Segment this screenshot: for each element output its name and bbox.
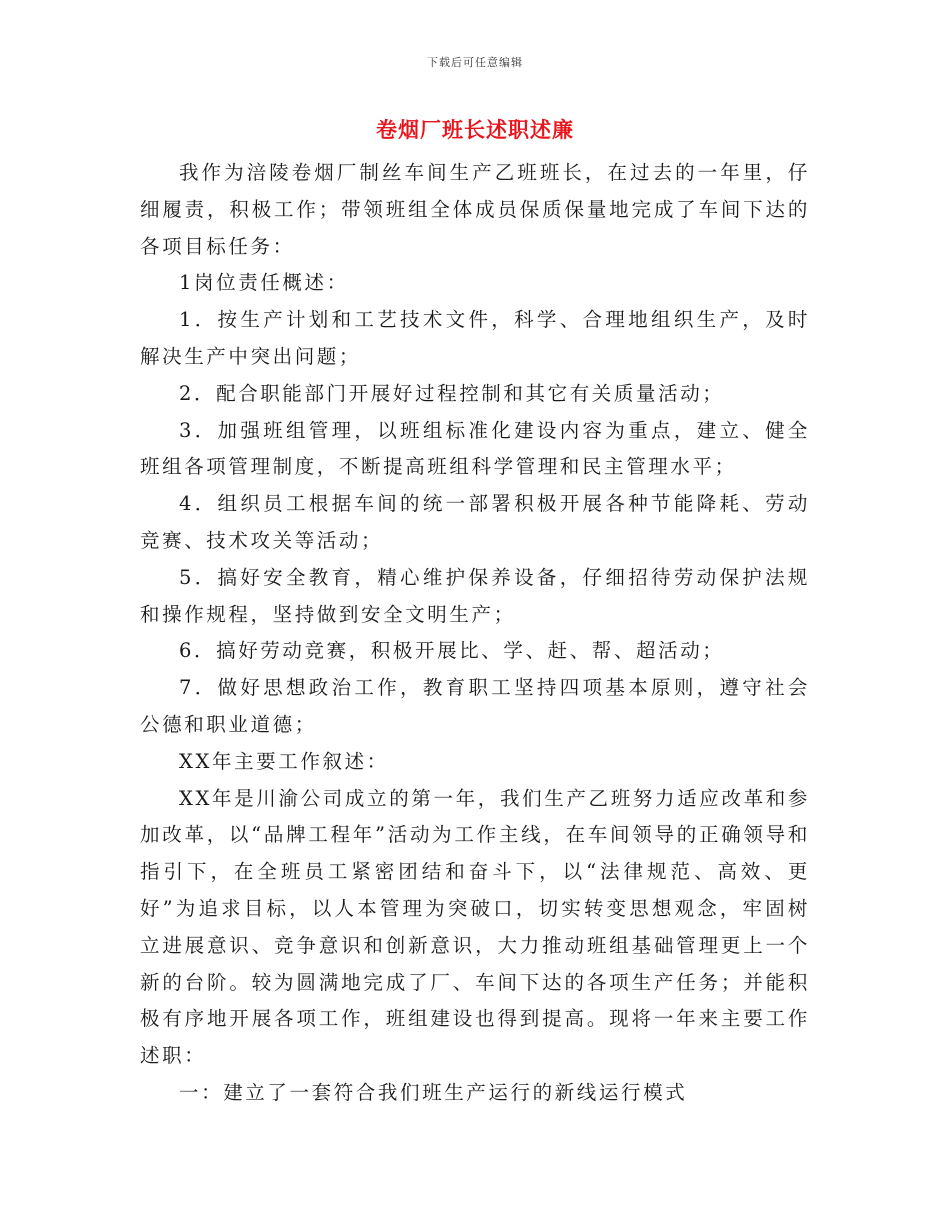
paragraph-intro: 我作为涪陵卷烟厂制丝车间生产乙班班长，在过去的一年里，仔细履责，积极工作；带领班组全体成员保质保量地完成了车间下达的各项目标任务： [140, 161, 810, 258]
paragraph-work-summary: XX年是川渝公司成立的第一年，我们生产乙班努力适应改革和参加改革，以“品牌工程年”活动为工作主线，在车间领导的正确领导和指引下，在全班员工紧密团结和奋斗下，以“法律规范、高效、更好”为追求目标，以人本管理为突破口，切实转变思想观念，牢固树立进展意识、竞争意识和创新意识，大力推动班组基础管理更上一个新的台阶。较为圆满地完成了厂、车间下达的各项生产任务；并能积极有序地开展各项工作，班组建设也得到提高。现将一年来主要工作述职： [140, 786, 810, 1068]
page-header-note: 下载后可任意编辑 [427, 56, 523, 69]
paragraph-duty-5: 5．搞好安全教育，精心维护保养设备，仔细招待劳动保护法规和操作规程，坚持做到安全文明生产； [140, 565, 810, 626]
paragraph-work-heading: XX年主要工作叙述： [179, 749, 389, 773]
paragraph-duty-1: 1．按生产计划和工艺技术文件，科学、合理地组织生产，及时解决生产中突出问题； [140, 308, 810, 368]
paragraph-duty-2: 2．配合职能部门开展好过程控制和其它有关质量活动； [179, 381, 725, 405]
paragraph-duty-6: 6．搞好劳动竞赛，积极开展比、学、赶、帮、超活动； [179, 639, 725, 663]
document-title: 卷烟厂班长述职述廉 [376, 117, 574, 142]
paragraph-duty-heading: 1岗位责任概述： [179, 271, 349, 295]
paragraph-duty-7: 7．做好思想政治工作，教育职工坚持四项基本原则，遵守社会公德和职业道德； [140, 676, 810, 736]
paragraph-duty-4: 4．组织员工根据车间的统一部署积极开展各种节能降耗、劳动竞赛、技术攻关等活动； [140, 492, 810, 552]
paragraph-section-one: 一：建立了一套符合我们班生产运行的新线运行模式 [179, 1080, 688, 1104]
paragraph-duty-3: 3．加强班组管理，以班组标准化建设内容为重点，建立、健全班组各项管理制度，不断提高班组科学管理和民主管理水平； [140, 418, 810, 479]
document-body [140, 155, 810, 1112]
